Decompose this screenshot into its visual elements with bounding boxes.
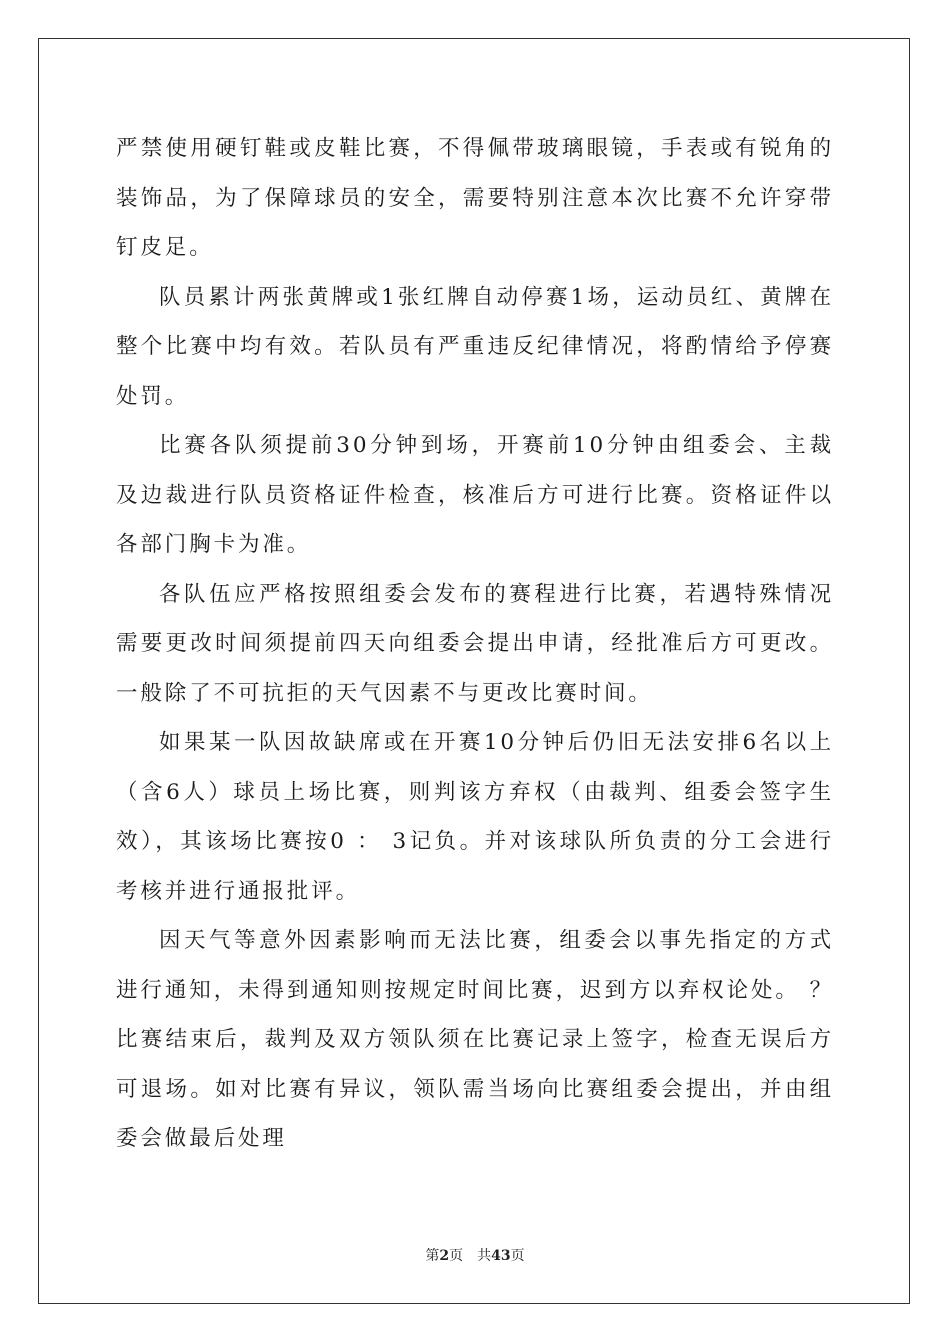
page-footer xyxy=(0,1246,950,1266)
paragraph-schedule-rules: 各队伍应严格按照组委会发布的赛程进行比赛，若遇特殊情况需要更改时间须提前四天向组委会提出申请，经批准后方可更改。一般除了不可抗拒的天气因素不与更改比赛时间。 xyxy=(116,581,834,706)
page-suffix: 页 xyxy=(449,1248,464,1264)
total-prefix: 共 xyxy=(477,1248,492,1264)
page-number: 2 xyxy=(439,1248,450,1264)
paragraph-arrival-rules: 比赛各队须提前30分钟到场，开赛前10分钟由组委会、主裁及边裁进行队员资格证件检查，核准后方可进行比赛。资格证件以各部门胸卡为准。 xyxy=(116,433,834,557)
total-suffix: 页 xyxy=(510,1248,525,1264)
paragraph-card-rules: 队员累计两张黄牌或1张红牌自动停赛1场，运动员红、黄牌在整个比赛中均有效。若队员有严重违反纪律情况，将酌情给予停赛处罚。 xyxy=(116,284,834,409)
total-pages: 43 xyxy=(491,1248,511,1264)
paragraph-weather-rules: 因天气等意外因素影响而无法比赛，组委会以事先指定的方式进行通知，未得到通知则按规定时间比赛，迟到方以弃权论处。 ？比赛结束后，裁判及双方领队须在比赛记录上签字，检查无误后方可退场。如对比赛有异议，领队需当场向比赛组委会提出，并由组委会做最后处理 xyxy=(116,928,834,1151)
document-body xyxy=(116,124,834,1164)
paragraph-forfeit-rules: 如果某一队因故缺席或在开赛10分钟后仍旧无法安排6名以上（含6人）球员上场比赛，则判该方弃权（由裁判、组委会签字生效），其该场比赛按0 ： 3记负。并对该球队所负责的分工会进行考核并进行通报批评。 xyxy=(116,730,834,904)
page-prefix: 第 xyxy=(425,1248,440,1264)
paragraph-equipment-rules: 严禁使用硬钉鞋或皮鞋比赛，不得佩带玻璃眼镜，手表或有锐角的装饰品，为了保障球员的安全，需要特别注意本次比赛不允许穿带钉皮足。 xyxy=(116,136,834,260)
